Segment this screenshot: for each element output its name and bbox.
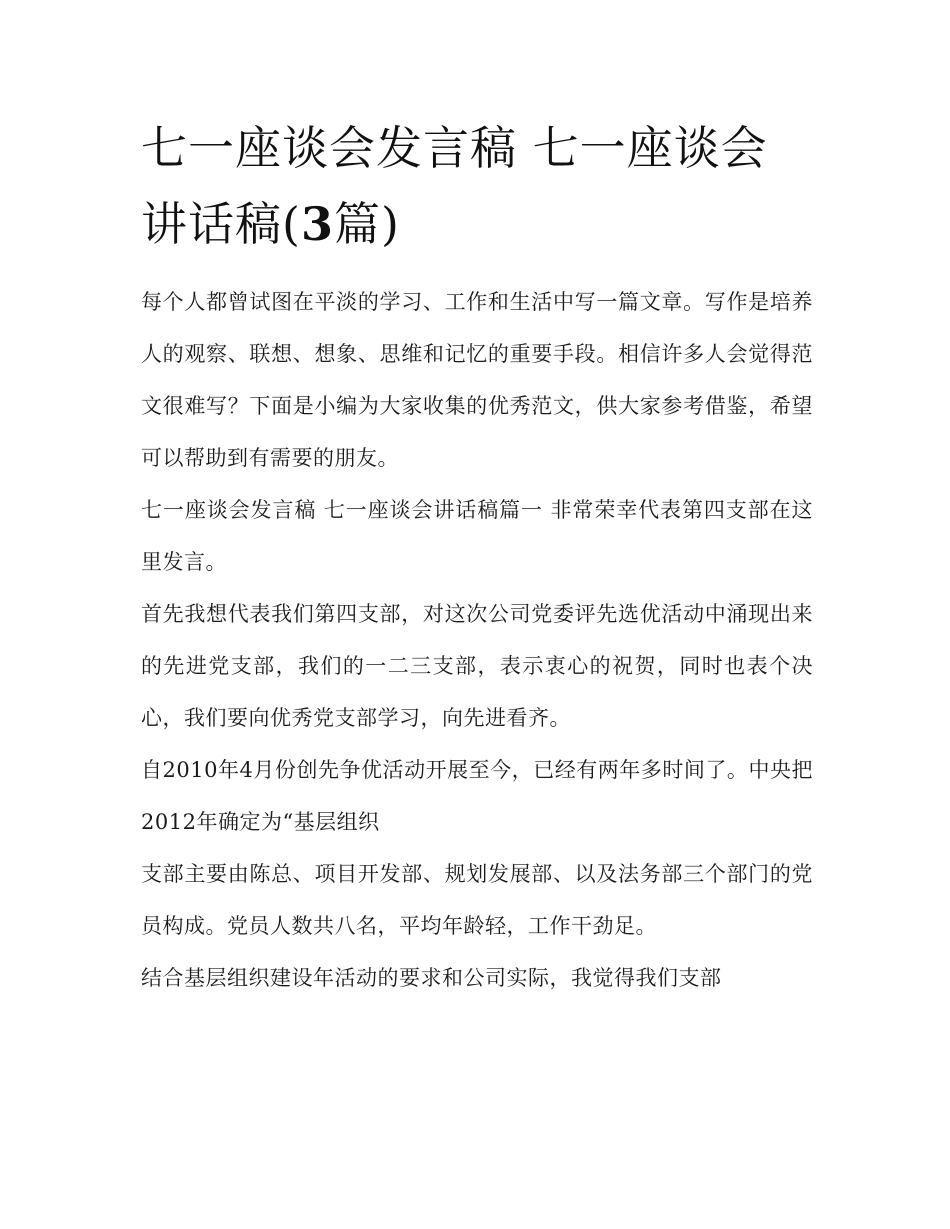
closing-paragraph: 结合基层组织建设年活动的要求和公司实际，我觉得我们支部: [141, 966, 722, 990]
congratulation-paragraph: 首先我想代表我们第四支部，对这次公司党委评先选优活动中涌现出来的先进党支部，我们的一二三支部，表示衷心的祝贺，同时也表个决心，我们要向优秀党支部学习，向先进看齐。: [141, 602, 813, 730]
document-page: [141, 110, 813, 1004]
title-count: 3: [300, 197, 334, 251]
intro-paragraph: 每个人都曾试图在平淡的学习、工作和生活中写一篇文章。写作是培养人的观察、联想、想象、思维和记忆的重要手段。相信许多人会觉得范文很难写？下面是小编为大家收集的优秀范文，供大家参考借鉴，希望可以帮助到有需要的朋友。: [141, 290, 813, 470]
title-text: 七一座谈会发言稿 七一座谈会讲话稿(: [141, 121, 768, 251]
title-suffix: 篇): [333, 197, 400, 251]
document-title: [141, 110, 813, 262]
branch-paragraph: 支部主要由陈总、项目开发部、规划发展部、以及法务部三个部门的党员构成。党员人数共八名，平均年龄轻，工作干劲足。: [141, 862, 813, 938]
activity-paragraph: 自2010年4月份创先争优活动开展至今，已经有两年多时间了。中央把2012年确定为“基层组织: [141, 758, 813, 834]
opening-paragraph: 七一座谈会发言稿 七一座谈会讲话稿篇一 非常荣幸代表第四支部在这里发言。: [141, 498, 813, 574]
